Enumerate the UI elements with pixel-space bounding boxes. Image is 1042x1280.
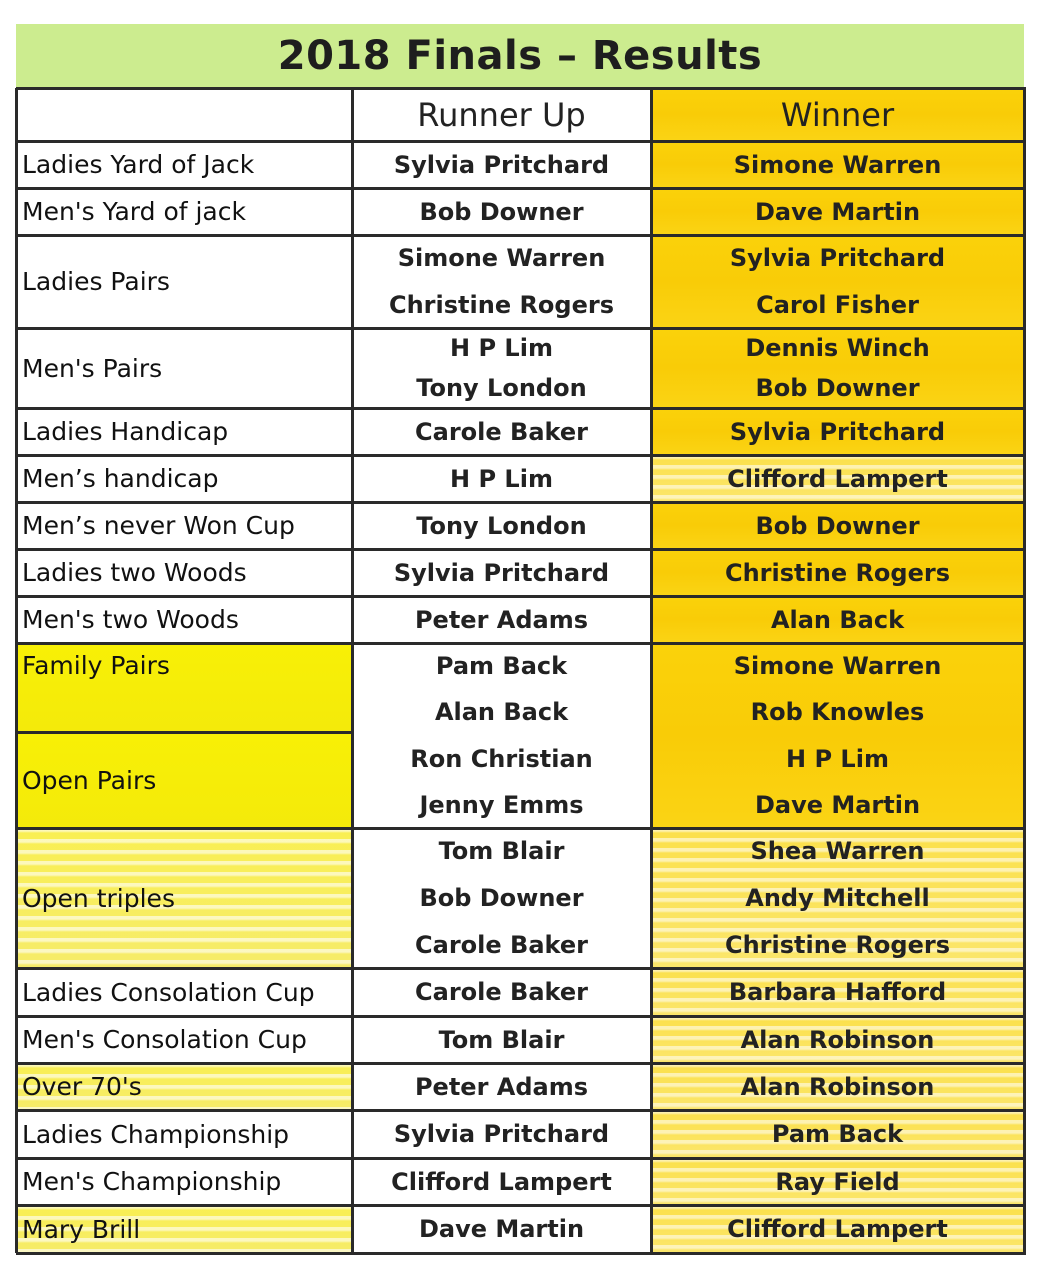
winner-cell: [651, 235, 1024, 328]
runner-up-cell: [352, 1158, 651, 1205]
category-cell: [16, 141, 352, 188]
runner-up-name: H P Lim: [450, 464, 553, 493]
runner-up-name: Ron Christian: [410, 744, 593, 773]
winner-name: Simone Warren: [733, 652, 942, 681]
runner-up-name: Carole Baker: [415, 930, 588, 959]
category-label: Men's Consolation Cup: [22, 1025, 307, 1054]
winner-name: Alan Back: [770, 605, 905, 634]
winner-name: Bob Downer: [755, 511, 920, 540]
winner-cell: [651, 968, 1024, 1016]
category-cell: [16, 643, 352, 732]
runner-up-name: Bob Downer: [419, 197, 584, 226]
winner-name: Andy Mitchell: [745, 883, 930, 912]
header-runner-up: [352, 88, 651, 141]
winner-cell: [651, 1158, 1024, 1205]
grid-line: [16, 967, 1026, 970]
runner-up-name: Tony London: [416, 374, 587, 402]
category-cell: [16, 455, 352, 502]
category-label: Family Pairs: [22, 651, 170, 680]
winner-cell: [651, 1016, 1024, 1063]
runner-up-name: Carole Baker: [415, 417, 588, 446]
grid-line: [16, 187, 1026, 190]
winner-cell: [651, 828, 1024, 968]
category-label: Ladies Consolation Cup: [22, 977, 315, 1007]
winner-name: Christine Rogers: [724, 930, 950, 959]
runner-up-cell: [352, 828, 651, 968]
category-cell: [16, 1158, 352, 1205]
winner-name: Sylvia Pritchard: [729, 417, 946, 446]
winner-cell: [651, 1063, 1024, 1110]
runner-up-name: Peter Adams: [414, 1072, 589, 1101]
runner-up-cell: [352, 328, 651, 408]
winner-name: Clifford Lampert: [727, 464, 948, 493]
grid-line: [16, 1252, 1026, 1255]
category-cell: [16, 408, 352, 455]
category-cell: [16, 188, 352, 235]
runner-up-name: Jenny Emms: [419, 790, 584, 819]
grid-line: [16, 407, 1026, 410]
winner-cell: [651, 1110, 1024, 1158]
winner-name: Dave Martin: [754, 197, 921, 226]
category-cell: [16, 1016, 352, 1063]
grid-line: [16, 234, 1026, 237]
grid-line: [16, 454, 1026, 457]
winner-name: Alan Robinson: [740, 1072, 935, 1101]
winner-name: Clifford Lampert: [727, 1215, 948, 1243]
grid-line: [16, 642, 1026, 645]
category-label: Men's Yard of jack: [22, 197, 246, 226]
grid-line: [16, 1062, 1026, 1065]
runner-up-name: Peter Adams: [414, 605, 589, 634]
header-winner: [651, 88, 1024, 141]
winner-name: Sylvia Pritchard: [729, 244, 946, 273]
category-cell: [16, 328, 352, 408]
category-label: Men’s never Won Cup: [22, 511, 295, 540]
grid-line: [16, 87, 1026, 90]
winner-cell: [651, 502, 1024, 549]
results-table: [16, 88, 1026, 1253]
winner-name: Barbara Hafford: [728, 978, 947, 1006]
runner-up-name: Bob Downer: [419, 883, 584, 912]
runner-up-cell: [352, 549, 651, 596]
runner-up-cell: [352, 596, 651, 643]
grid-line: [650, 88, 653, 1253]
grid-line: [16, 140, 1026, 143]
runner-up-cell: [352, 141, 651, 188]
category-cell: [16, 235, 352, 328]
grid-line: [16, 1015, 1026, 1018]
runner-up-name: Sylvia Pritchard: [393, 150, 610, 179]
runner-up-name: Pam Back: [435, 652, 568, 681]
category-label: Ladies Yard of Jack: [22, 150, 255, 179]
category-label: Men's two Woods: [22, 605, 239, 634]
grid-line: [16, 827, 1026, 830]
grid-line: [16, 1157, 1026, 1160]
runner-up-name: H P Lim: [450, 334, 553, 362]
runner-up-cell: [352, 502, 651, 549]
grid-line: [16, 548, 1026, 551]
grid-line: [16, 1109, 1026, 1112]
winner-cell: [651, 328, 1024, 408]
category-label: Ladies two Woods: [22, 558, 247, 587]
runner-up-cell: [352, 235, 651, 328]
grid-line: [15, 88, 18, 1253]
runner-up-cell: [352, 188, 651, 235]
category-label: Ladies Pairs: [22, 267, 170, 296]
category-label: Ladies Championship: [22, 1119, 290, 1149]
runner-up-cell: [352, 455, 651, 502]
category-cell: [16, 502, 352, 549]
winner-name: Dave Martin: [754, 790, 921, 819]
header-winner-label: Winner: [780, 95, 895, 134]
category-cell: [16, 968, 352, 1016]
winner-cell: [651, 188, 1024, 235]
runner-up-name: Dave Martin: [418, 1215, 585, 1243]
category-cell: [16, 1110, 352, 1158]
category-cell: [16, 596, 352, 643]
category-label: Men’s handicap: [22, 464, 219, 493]
winner-cell: [651, 141, 1024, 188]
grid-line: [1023, 88, 1026, 1253]
runner-up-cell: [352, 643, 651, 828]
runner-up-name: Sylvia Pritchard: [393, 558, 610, 587]
category-label: Ladies Handicap: [22, 417, 229, 446]
winner-cell: [651, 643, 1024, 828]
winner-name: Christine Rogers: [724, 558, 950, 587]
category-label: Open triples: [22, 883, 175, 913]
winner-cell: [651, 408, 1024, 455]
runner-up-cell: [352, 1110, 651, 1158]
page-title: 2018 Finals – Results: [277, 33, 763, 79]
winner-name: Carol Fisher: [756, 290, 919, 319]
runner-up-name: Tony London: [416, 511, 587, 540]
winner-name: Dennis Winch: [745, 334, 930, 362]
category-label: Open Pairs: [22, 765, 157, 795]
category-cell: [16, 1205, 352, 1253]
winner-name: Bob Downer: [755, 374, 920, 402]
runner-up-name: Tom Blair: [438, 837, 565, 866]
grid-line: [16, 595, 1026, 598]
category-cell: [16, 549, 352, 596]
winner-cell: [651, 549, 1024, 596]
winner-name: Rob Knowles: [750, 698, 925, 727]
runner-up-name: Simone Warren: [397, 244, 606, 273]
winner-cell: [651, 1205, 1024, 1253]
category-cell: [16, 1063, 352, 1110]
runner-up-cell: [352, 408, 651, 455]
header-runner-up-label: Runner Up: [417, 95, 586, 134]
winner-cell: [651, 596, 1024, 643]
category-cell: [16, 828, 352, 968]
winner-name: Ray Field: [775, 1167, 900, 1196]
header-blank-cell: [16, 88, 352, 141]
category-label: Mary Brill: [22, 1214, 141, 1244]
runner-up-cell: [352, 968, 651, 1016]
runner-up-name: Sylvia Pritchard: [393, 1120, 610, 1148]
winner-name: H P Lim: [786, 744, 889, 773]
category-label: Men's Pairs: [22, 353, 163, 383]
winner-name: Simone Warren: [733, 150, 942, 179]
runner-up-cell: [352, 1016, 651, 1063]
grid-line: [351, 88, 354, 1253]
runner-up-cell: [352, 1063, 651, 1110]
grid-line: [16, 501, 1026, 504]
winner-name: Pam Back: [771, 1120, 904, 1148]
runner-up-name: Carole Baker: [415, 978, 588, 1006]
category-label: Over 70's: [22, 1072, 142, 1101]
runner-up-cell: [352, 1205, 651, 1253]
runner-up-name: Christine Rogers: [388, 290, 614, 319]
grid-line: [16, 327, 1026, 330]
category-cell: [16, 732, 352, 828]
runner-up-name: Alan Back: [434, 698, 569, 727]
winner-name: Shea Warren: [750, 837, 925, 866]
grid-line: [16, 1204, 1026, 1207]
title-banner: [16, 24, 1024, 88]
grid-line: [16, 731, 352, 734]
runner-up-name: Clifford Lampert: [391, 1167, 612, 1196]
runner-up-name: Tom Blair: [438, 1025, 565, 1054]
winner-name: Alan Robinson: [740, 1025, 935, 1054]
winner-cell: [651, 455, 1024, 502]
category-label: Men's Championship: [22, 1167, 282, 1196]
